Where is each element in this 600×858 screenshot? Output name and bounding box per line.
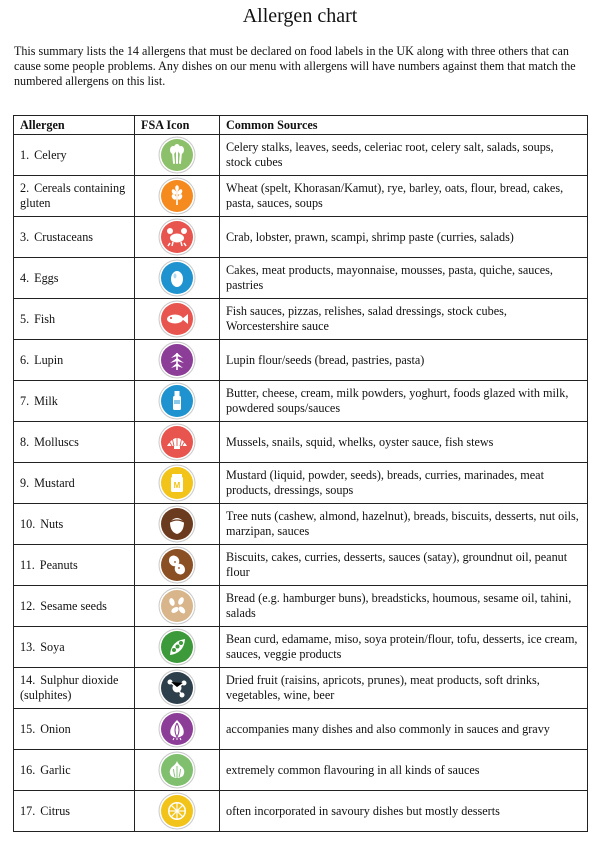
egg-icon (161, 262, 193, 294)
allergen-number: 14. (20, 673, 36, 687)
allergen-name-cell (14, 627, 135, 668)
allergen-name: Eggs (34, 270, 59, 285)
allergen-name-cell (14, 668, 135, 709)
fsa-icon-cell (135, 217, 220, 258)
table-row (14, 176, 588, 217)
fsa-icon-cell (135, 709, 220, 750)
sesame-icon (161, 590, 193, 622)
peanut-icon (161, 549, 193, 581)
table-row (14, 750, 588, 791)
allergen-name-cell (14, 135, 135, 176)
fsa-icon-cell (135, 545, 220, 586)
common-sources-cell: Celery stalks, leaves, seeds, celeriac root, celery salt, salads, soups, stock cubes (220, 135, 588, 176)
milk-icon (161, 385, 193, 417)
celery-icon (161, 139, 193, 171)
table-row (14, 791, 588, 832)
allergen-number: 17. (20, 803, 36, 818)
allergen-name: Nuts (40, 516, 64, 531)
allergen-name-cell (14, 750, 135, 791)
allergen-name-cell (14, 217, 135, 258)
common-sources-cell: Dried fruit (raisins, apricots, prunes), meat products, soft drinks, vegetables, wine, beer (220, 668, 588, 709)
fsa-icon-cell (135, 668, 220, 709)
allergen-name-cell (14, 340, 135, 381)
table-row (14, 627, 588, 668)
allergen-name-cell (14, 176, 135, 217)
common-sources-cell: Lupin flour/seeds (bread, pastries, pasta) (220, 340, 588, 381)
common-sources-cell: Bean curd, edamame, miso, soya protein/flour, tofu, desserts, ice cream, sauces, veggie products (220, 627, 588, 668)
common-sources-cell: Butter, cheese, cream, milk powders, yoghurt, foods glazed with milk, powdered soups/sauces (220, 381, 588, 422)
allergen-name-cell (14, 381, 135, 422)
allergen-name: Citrus (40, 803, 71, 818)
allergen-number: 15. (20, 721, 36, 736)
allergen-name: Cereals containing gluten (20, 181, 126, 210)
allergen-name: Sesame seeds (40, 598, 107, 613)
fsa-icon-cell (135, 176, 220, 217)
fsa-icon-cell (135, 299, 220, 340)
intro-paragraph: This summary lists the 14 allergens that must be declared on food labels in the UK along with three others that can cause some people problems. Any dishes on our menu with allergens will have numbers against them that match the numbered allergens on this list. (14, 44, 576, 88)
table-row (14, 709, 588, 750)
nut-icon (161, 508, 193, 540)
fsa-icon-cell (135, 463, 220, 504)
fsa-icon-cell (135, 504, 220, 545)
allergen-number: 4. (20, 270, 30, 285)
soya-icon (161, 631, 193, 663)
allergen-number: 3. (20, 229, 30, 244)
allergen-name-cell (14, 504, 135, 545)
allergen-number: 11. (20, 557, 35, 572)
fsa-icon-cell (135, 135, 220, 176)
allergen-name-cell (14, 299, 135, 340)
allergen-name: Fish (34, 311, 56, 326)
table-row (14, 299, 588, 340)
allergen-name-cell (14, 586, 135, 627)
allergen-name-cell (14, 791, 135, 832)
common-sources-cell: extremely common flavouring in all kinds of sauces (220, 750, 588, 791)
fsa-icon-cell (135, 586, 220, 627)
common-sources-cell: Fish sauces, pizzas, relishes, salad dressings, stock cubes, Worcestershire sauce (220, 299, 588, 340)
common-sources-cell: Mussels, snails, squid, whelks, oyster sauce, fish stews (220, 422, 588, 463)
mustard-jar-icon (161, 467, 193, 499)
common-sources-cell: Wheat (spelt, Khorasan/Kamut), rye, barley, oats, flour, bread, cakes, pasta, sauces, soups (220, 176, 588, 217)
allergen-number: 13. (20, 639, 36, 654)
allergen-name-cell (14, 709, 135, 750)
allergen-name: Crustaceans (34, 229, 94, 244)
molecule-icon (161, 672, 193, 704)
fsa-icon-cell (135, 791, 220, 832)
table-row (14, 258, 588, 299)
allergen-number: 5. (20, 311, 30, 326)
allergen-number: 8. (20, 434, 30, 449)
fsa-icon-cell (135, 340, 220, 381)
allergen-name: Milk (34, 393, 58, 408)
allergen-number: 1. (20, 147, 30, 162)
common-sources-cell: Mustard (liquid, powder, seeds), breads, curries, marinades, meat products, dressings, soups (220, 463, 588, 504)
common-sources-cell: Tree nuts (cashew, almond, hazelnut), breads, biscuits, desserts, nut oils, marzipan, sauces (220, 504, 588, 545)
fsa-icon-cell (135, 381, 220, 422)
allergen-number: 12. (20, 598, 36, 613)
table-header-row (14, 116, 588, 135)
fsa-icon-cell (135, 422, 220, 463)
garlic-icon (161, 754, 193, 786)
allergen-name-cell (14, 422, 135, 463)
table-row (14, 504, 588, 545)
allergen-number: 10. (20, 516, 36, 531)
allergen-name: Mustard (34, 475, 75, 490)
allergen-name: Molluscs (34, 434, 79, 449)
table-row (14, 340, 588, 381)
fsa-icon-cell (135, 258, 220, 299)
allergen-number: 16. (20, 762, 36, 777)
citrus-icon (161, 795, 193, 827)
allergen-name: Onion (40, 721, 71, 736)
fsa-icon-cell (135, 627, 220, 668)
shell-icon (161, 426, 193, 458)
allergen-number: 2. (20, 181, 30, 195)
wheat-icon (161, 180, 193, 212)
allergen-name-cell (14, 258, 135, 299)
table-row (14, 135, 588, 176)
fish-icon (161, 303, 193, 335)
allergen-name-cell (14, 463, 135, 504)
common-sources-cell: often incorporated in savoury dishes but mostly desserts (220, 791, 588, 832)
common-sources-cell: Crab, lobster, prawn, scampi, shrimp paste (curries, salads) (220, 217, 588, 258)
allergen-number: 6. (20, 352, 30, 367)
table-row (14, 545, 588, 586)
allergen-name: Garlic (40, 762, 71, 777)
common-sources-cell: accompanies many dishes and also commonly in sauces and gravy (220, 709, 588, 750)
allergen-name: Soya (40, 639, 65, 654)
table-row (14, 217, 588, 258)
allergen-name: Peanuts (39, 557, 78, 572)
svg-text:M: M (173, 481, 181, 490)
allergen-number: 9. (20, 475, 30, 490)
onion-icon (161, 713, 193, 745)
table-row (14, 381, 588, 422)
table-row (14, 463, 588, 504)
column-header-allergen: Allergen (14, 116, 135, 135)
table-row (14, 586, 588, 627)
common-sources-cell: Cakes, meat products, mayonnaise, mousses, pasta, quiche, sauces, pastries (220, 258, 588, 299)
allergen-name: Sulphur dioxide (sulphites) (20, 673, 119, 702)
table-row (14, 422, 588, 463)
crab-icon (161, 221, 193, 253)
common-sources-cell: Biscuits, cakes, curries, desserts, sauces (satay), groundnut oil, peanut flour (220, 545, 588, 586)
page-title: Allergen chart (242, 5, 358, 27)
column-header-fsa-icon: FSA Icon (135, 116, 220, 135)
column-header-common-sources: Common Sources (220, 116, 588, 135)
lupin-icon (161, 344, 193, 376)
allergen-name-cell (14, 545, 135, 586)
fsa-icon-cell (135, 750, 220, 791)
table-row (14, 668, 588, 709)
allergen-table (13, 115, 588, 832)
allergen-name: Celery (34, 147, 67, 162)
common-sources-cell: Bread (e.g. hamburger buns), breadsticks, houmous, sesame oil, tahini, salads (220, 586, 588, 627)
allergen-name: Lupin (34, 352, 64, 367)
allergen-number: 7. (20, 393, 30, 408)
